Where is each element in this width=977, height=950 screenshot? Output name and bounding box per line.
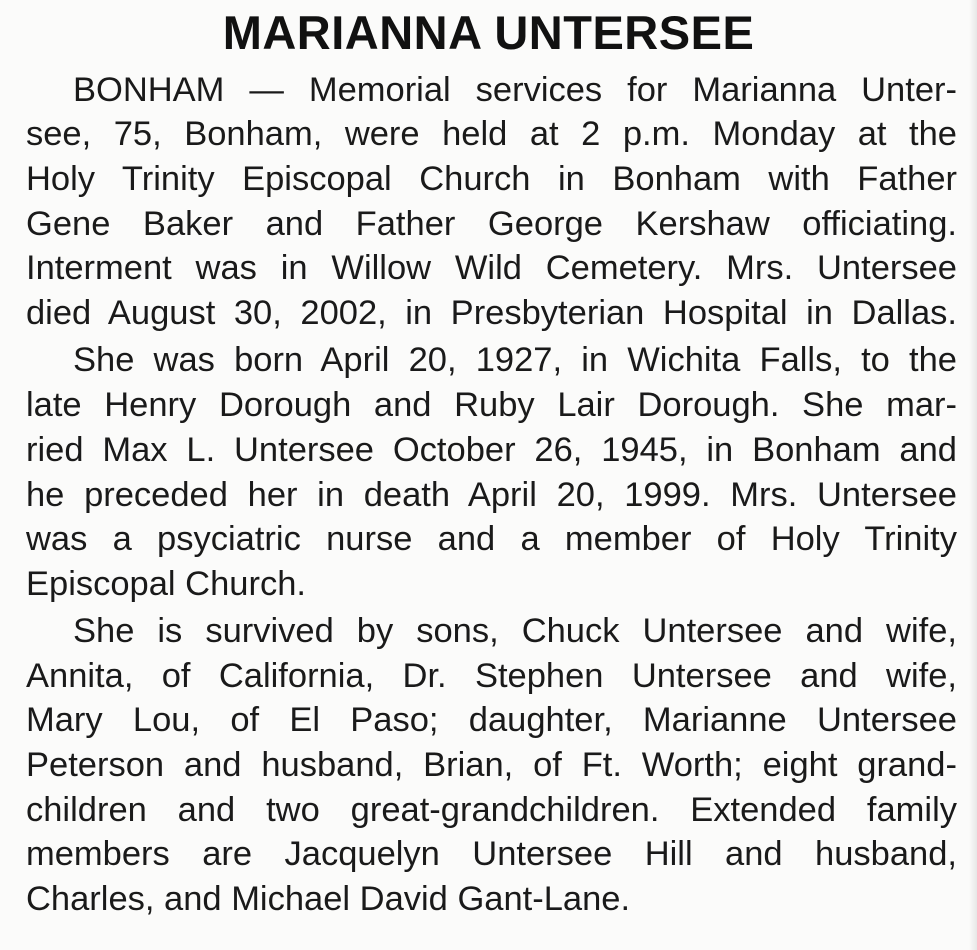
paragraph-3-line-4: Peterson and husband, Brian, of Ft. Worth; eight grand- (26, 746, 957, 784)
paragraph-2-line-1: She was born April 20, 1927, in Wichita Falls, to the (73, 341, 957, 379)
paragraph-1-line-2: see, 75, Bonham, were held at 2 p.m. Monday at the (26, 115, 957, 153)
paragraph-3-line-6: members are Jacquelyn Untersee Hill and husband, (26, 835, 957, 873)
paragraph-2-line-4: he preceded her in death April 20, 1999. Mrs. Untersee (26, 476, 957, 514)
obituary-headline: MARIANNA UNTERSEE (222, 6, 755, 59)
scan-edge-shadow (969, 0, 977, 950)
paragraph-1-line-4: Gene Baker and Father George Kershaw officiating. (26, 205, 957, 243)
paragraph-3-line-5: children and two great-grandchildren. Extended family (26, 791, 957, 829)
paragraph-1-line-3: Holy Trinity Episcopal Church in Bonham with Father (26, 160, 957, 198)
paragraph-3-line-2: Annita, of California, Dr. Stephen Untersee and wife, (26, 657, 957, 695)
paragraph-3-line-1: She is survived by sons, Chuck Untersee and wife, (73, 612, 957, 650)
paragraph-3-line-3: Mary Lou, of El Paso; daughter, Marianne Untersee (26, 701, 957, 739)
paragraph-3-line-7: Charles, and Michael David Gant-Lane. (26, 880, 631, 918)
paragraph-2-line-6: Episcopal Church. (26, 565, 306, 603)
paragraph-2-line-2: late Henry Dorough and Ruby Lair Dorough. She mar- (26, 386, 957, 424)
paragraph-1-line-5: Interment was in Willow Wild Cemetery. Mrs. Untersee (26, 249, 957, 287)
paragraph-2-line-3: ried Max L. Untersee October 26, 1945, in Bonham and (26, 431, 957, 469)
paragraph-1-line-6: died August 30, 2002, in Presbyterian Hospital in Dallas. (26, 294, 957, 332)
paragraph-1-line-1: BONHAM — Memorial services for Marianna Unter- (73, 71, 957, 109)
paragraph-2-line-5: was a psyciatric nurse and a member of Holy Trinity (26, 520, 957, 558)
